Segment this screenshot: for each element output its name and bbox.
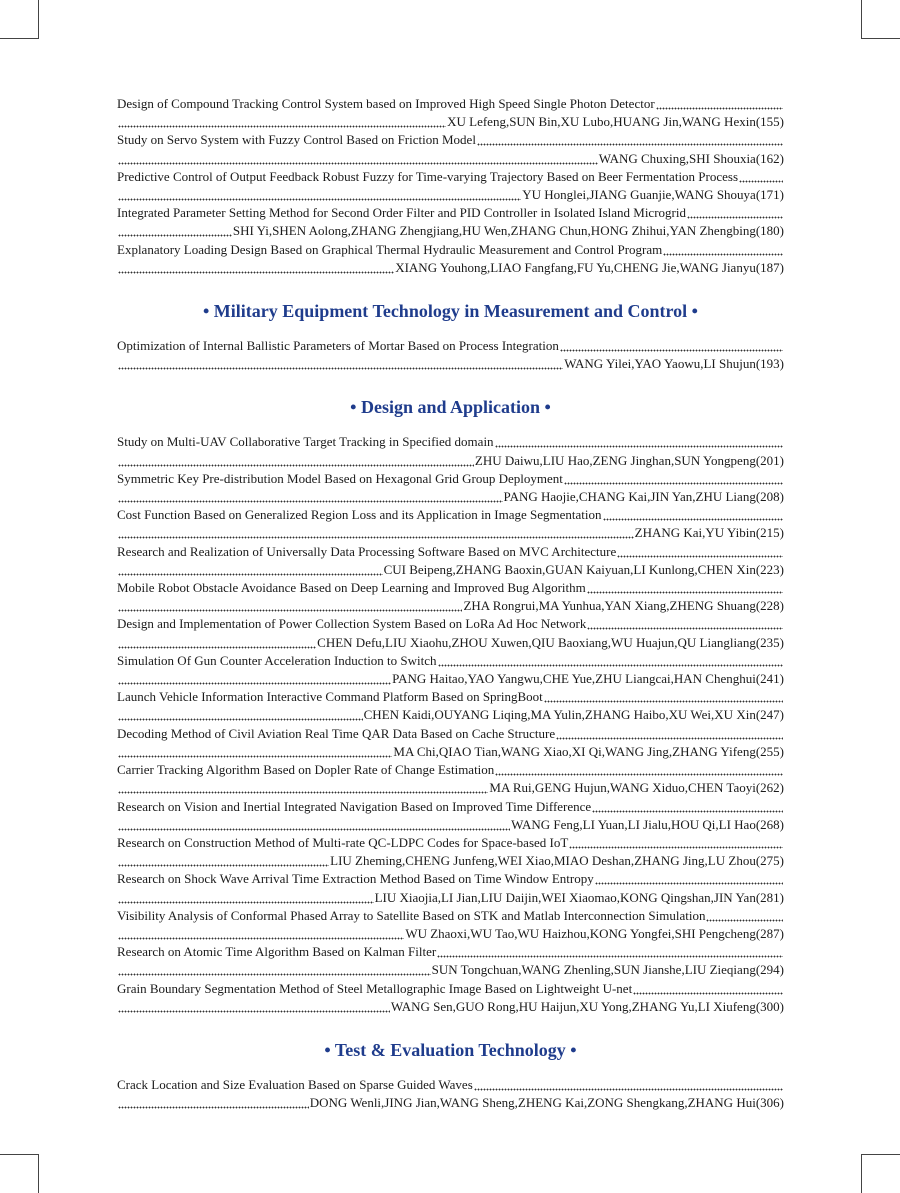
entry-authors: PANG Haitao,YAO Yangwu,CHE Yue,ZHU Liangcai,HAN Chenghui <box>392 671 756 687</box>
entry-title: Optimization of Internal Ballistic Parameters of Mortar Based on Process Integration <box>117 338 559 354</box>
leader-dots <box>603 506 783 524</box>
entry-title-line <box>117 470 784 488</box>
leader-dots <box>118 222 232 240</box>
entry-page-number: (162) <box>755 150 784 166</box>
entry-page-number: (241) <box>755 671 784 687</box>
entry-author-line <box>117 852 784 870</box>
entry-title-line <box>117 798 784 816</box>
leader-dots <box>118 597 462 615</box>
leader-dots <box>118 961 431 979</box>
leader-dots <box>564 470 783 488</box>
toc-entry[interactable] <box>117 433 784 469</box>
entry-author-line <box>117 889 784 907</box>
leader-dots <box>118 925 404 943</box>
leader-dots <box>656 95 783 113</box>
leader-dots <box>633 980 783 998</box>
toc-entry[interactable] <box>117 870 784 906</box>
toc-section <box>117 95 784 277</box>
crop-mark-top-left <box>0 0 39 39</box>
toc-section <box>117 299 784 373</box>
entry-authors: YU Honglei,JIANG Guanjie,WANG Shouya <box>522 187 756 203</box>
entry-title: Design of Compound Tracking Control System based on Improved High Speed Single Photon Detector <box>117 96 655 111</box>
toc-entry[interactable] <box>117 543 784 579</box>
leader-dots <box>474 1076 783 1094</box>
crop-mark-bottom-right <box>861 1154 900 1193</box>
section-heading: • Design and Application • <box>350 397 551 418</box>
entry-authors: ZHA Rongrui,MA Yunhua,YAN Xiang,ZHENG Shuang <box>463 598 756 614</box>
entry-author-line <box>117 524 784 542</box>
entry-author-line <box>117 779 784 797</box>
entry-title-line <box>117 980 784 998</box>
entry-title-line <box>117 1076 784 1094</box>
leader-dots <box>118 150 598 168</box>
entry-page-number: (171) <box>755 187 784 203</box>
entry-page-number: (287) <box>755 925 784 941</box>
leader-dots <box>118 355 563 373</box>
section-entries <box>117 1076 784 1112</box>
entry-title-line <box>117 725 784 743</box>
leader-dots <box>587 579 783 597</box>
entry-author-line <box>117 488 784 506</box>
leader-dots <box>663 241 783 259</box>
toc-entry[interactable] <box>117 761 784 797</box>
toc-entry[interactable] <box>117 470 784 506</box>
toc-entry[interactable] <box>117 506 784 542</box>
entry-title: Integrated Parameter Setting Method for Second Order Filter and PID Controller in Isolated Island Microgrid <box>117 205 686 221</box>
leader-dots <box>118 113 446 131</box>
section-entries <box>117 337 784 373</box>
entry-author-line <box>117 186 784 204</box>
entry-author-line <box>117 816 784 834</box>
entry-title-line <box>117 337 784 355</box>
entry-page-number: (228) <box>755 598 784 614</box>
entry-authors: PANG Haojie,CHANG Kai,JIN Yan,ZHU Liang <box>503 489 756 505</box>
toc-entry[interactable] <box>117 980 784 1016</box>
entry-author-line <box>117 670 784 688</box>
leader-dots <box>560 337 783 355</box>
entry-authors: ZHU Daiwu,LIU Hao,ZENG Jinghan,SUN Yongpeng <box>474 452 756 468</box>
entry-title-line <box>117 204 784 222</box>
entry-title-line <box>117 241 784 259</box>
entry-title: Research on Vision and Inertial Integrated Navigation Based on Improved Time Difference <box>117 798 592 814</box>
leader-dots <box>617 543 783 561</box>
toc-entry[interactable] <box>117 241 784 277</box>
entry-author-line <box>117 706 784 724</box>
crop-mark-bottom-left <box>0 1154 39 1193</box>
toc-entry[interactable] <box>117 337 784 373</box>
entry-title-line <box>117 131 784 149</box>
entry-authors: MA Rui,GENG Hujun,WANG Xiduo,CHEN Taoyi <box>489 780 756 796</box>
leader-dots <box>687 204 783 222</box>
leader-dots <box>595 870 783 888</box>
entry-authors: WU Zhaoxi,WU Tao,WU Haizhou,KONG Yongfei,SHI Pengcheng <box>405 925 756 941</box>
leader-dots <box>118 634 316 652</box>
entry-title: Research on Shock Wave Arrival Time Extraction Method Based on Time Window Entropy <box>117 871 594 887</box>
entry-title-line <box>117 615 784 633</box>
entry-author-line <box>117 113 784 131</box>
entry-title: Explanatory Loading Design Based on Graphical Thermal Hydraulic Measurement and Control Program <box>117 241 663 257</box>
entry-title-line <box>117 834 784 852</box>
entry-author-line <box>117 222 784 240</box>
entry-title: Carrier Tracking Algorithm Based on Dopler Rate of Change Estimation <box>117 762 495 778</box>
leader-dots <box>437 943 783 961</box>
entry-authors: LIU Zheming,CHENG Junfeng,WEI Xiao,MIAO Deshan,ZHANG Jing,LU Zhou <box>330 853 756 869</box>
leader-dots <box>118 706 363 724</box>
entry-authors: WANG Feng,LI Yuan,LI Jialu,HOU Qi,LI Hao <box>511 816 756 832</box>
entry-title: Decoding Method of Civil Aviation Real Time QAR Data Based on Cache Structure <box>117 725 556 741</box>
toc-entry[interactable] <box>117 95 784 131</box>
leader-dots <box>118 998 390 1016</box>
entry-title: Cost Function Based on Generalized Region Loss and its Application in Image Segmentation <box>117 507 602 523</box>
entry-page-number: (294) <box>755 962 784 978</box>
toc-entry[interactable] <box>117 579 784 615</box>
entry-authors: ZHANG Kai,YU Yibin <box>634 525 756 541</box>
entry-authors: XU Lefeng,SUN Bin,XU Lubo,HUANG Jin,WANG Hexin <box>447 114 756 130</box>
toc-entry[interactable] <box>117 615 784 651</box>
entry-title-line <box>117 907 784 925</box>
entry-page-number: (268) <box>755 816 784 832</box>
entry-page-number: (215) <box>755 525 784 541</box>
entry-page-number: (300) <box>755 998 784 1014</box>
entry-title: Mobile Robot Obstacle Avoidance Based on Deep Learning and Improved Bug Algorithm <box>117 580 586 596</box>
leader-dots <box>706 907 783 925</box>
entry-page-number: (262) <box>755 780 784 796</box>
leader-dots <box>118 889 374 907</box>
entry-title: Visibility Analysis of Conformal Phased Array to Satellite Based on STK and Matlab Interconnection Simulation <box>117 907 706 923</box>
leader-dots <box>739 168 783 186</box>
leader-dots <box>118 1094 309 1112</box>
leader-dots <box>438 652 783 670</box>
entry-author-line <box>117 743 784 761</box>
section-entries <box>117 433 784 1016</box>
entry-title: Grain Boundary Segmentation Method of Steel Metallographic Image Based on Lightweight U-net <box>117 980 633 996</box>
entry-authors: SUN Tongchuan,WANG Zhenling,SUN Jianshe,LIU Zieqiang <box>431 962 756 978</box>
entry-title: Launch Vehicle Information Interactive Command Platform Based on SpringBoot <box>117 689 543 705</box>
entry-authors: CUI Beipeng,ZHANG Baoxin,GUAN Kaiyuan,LI Kunlong,CHEN Xin <box>383 561 756 577</box>
entry-title-line <box>117 943 784 961</box>
entry-author-line <box>117 452 784 470</box>
entry-authors: CHEN Defu,LIU Xiaohu,ZHOU Xuwen,QIU Baoxiang,WU Huajun,QU Liangliang <box>317 634 756 650</box>
entry-page-number: (208) <box>755 489 784 505</box>
entry-title-line <box>117 652 784 670</box>
entry-title: Symmetric Key Pre-distribution Model Based on Hexagonal Grid Group Deployment <box>117 470 563 486</box>
toc-entry[interactable] <box>117 907 784 943</box>
entry-title: Study on Servo System with Fuzzy Control Based on Friction Model <box>117 132 476 148</box>
entry-authors: XIANG Youhong,LIAO Fangfang,FU Yu,CHENG Jie,WANG Jianyu <box>395 259 756 275</box>
entry-title-line <box>117 543 784 561</box>
toc-entry[interactable] <box>117 168 784 204</box>
leader-dots <box>569 834 783 852</box>
toc-entry[interactable] <box>117 688 784 724</box>
section-heading: • Military Equipment Technology in Measurement and Control • <box>203 301 698 322</box>
toc-section <box>117 1038 784 1112</box>
entry-title: Research on Atomic Time Algorithm Based on Kalman Filter <box>117 944 437 960</box>
entry-authors: WANG Chuxing,SHI Shouxia <box>598 150 756 166</box>
entry-author-line <box>117 561 784 579</box>
entry-page-number: (247) <box>755 707 784 723</box>
entry-author-line <box>117 1094 784 1112</box>
leader-dots <box>118 488 503 506</box>
leader-dots <box>118 561 383 579</box>
leader-dots <box>118 670 391 688</box>
leader-dots <box>495 433 783 451</box>
entry-page-number: (155) <box>755 114 784 130</box>
leader-dots <box>587 615 783 633</box>
entry-title: Research on Construction Method of Multi-rate QC-LDPC Codes for Space-based IoT <box>117 834 569 850</box>
entry-authors: LIU Xiaojia,LI Jian,LIU Daijin,WEI Xiaomao,KONG Qingshan,JIN Yan <box>374 889 756 905</box>
toc-entry[interactable] <box>117 943 784 979</box>
leader-dots <box>118 452 474 470</box>
entry-page-number: (281) <box>755 889 784 905</box>
entry-title-line <box>117 168 784 186</box>
entry-authors: WANG Sen,GUO Rong,HU Haijun,XU Yong,ZHANG Yu,LI Xiufeng <box>390 998 756 1014</box>
entry-author-line <box>117 634 784 652</box>
entry-author-line <box>117 998 784 1016</box>
leader-dots <box>118 524 634 542</box>
leader-dots <box>118 816 510 834</box>
entry-title-line <box>117 506 784 524</box>
leader-dots <box>118 259 394 277</box>
toc-entry[interactable] <box>117 834 784 870</box>
entry-authors: MA Chi,QIAO Tian,WANG Xiao,XI Qi,WANG Jing,ZHANG Yifeng <box>393 743 756 759</box>
leader-dots <box>477 131 783 149</box>
entry-title-line <box>117 579 784 597</box>
entry-page-number: (180) <box>755 223 784 239</box>
entry-page-number: (193) <box>755 356 784 372</box>
leader-dots <box>544 688 783 706</box>
entry-page-number: (306) <box>755 1095 784 1111</box>
leader-dots <box>118 852 329 870</box>
leader-dots <box>118 779 488 797</box>
toc-section <box>117 395 784 1016</box>
toc-entry[interactable] <box>117 725 784 761</box>
toc-entry[interactable] <box>117 798 784 834</box>
entry-title: Research and Realization of Universally Data Processing Software Based on MVC Architecture <box>117 543 617 559</box>
entry-page-number: (275) <box>755 853 784 869</box>
entry-title: Simulation Of Gun Counter Acceleration Induction to Switch <box>117 652 437 668</box>
entry-title: Predictive Control of Output Feedback Robust Fuzzy for Time-varying Trajectory Based on Beer Fermentation Process <box>117 168 739 184</box>
entry-authors: SHI Yi,SHEN Aolong,ZHANG Zhengjiang,HU Wen,ZHANG Chun,HONG Zhihui,YAN Zhengbing <box>232 223 756 239</box>
entry-title: Study on Multi-UAV Collaborative Target Tracking in Specified domain <box>117 434 494 450</box>
leader-dots <box>118 186 521 204</box>
entry-author-line <box>117 925 784 943</box>
entry-author-line <box>117 355 784 373</box>
entry-author-line <box>117 150 784 168</box>
table-of-contents <box>117 95 784 1112</box>
section-entries <box>117 95 784 277</box>
toc-entry[interactable] <box>117 204 784 240</box>
entry-title-line <box>117 870 784 888</box>
entry-author-line <box>117 597 784 615</box>
crop-mark-top-right <box>861 0 900 39</box>
entry-title-line <box>117 433 784 451</box>
entry-title-line <box>117 95 784 113</box>
entry-page-number: (223) <box>755 561 784 577</box>
leader-dots <box>118 743 392 761</box>
entry-page-number: (255) <box>755 743 784 759</box>
section-heading: • Test & Evaluation Technology • <box>324 1039 577 1060</box>
toc-entry[interactable] <box>117 131 784 167</box>
leader-dots <box>592 798 783 816</box>
toc-entry[interactable] <box>117 652 784 688</box>
entry-authors: WANG Yilei,YAO Yaowu,LI Shujun <box>564 356 756 372</box>
entry-author-line <box>117 961 784 979</box>
entry-page-number: (187) <box>755 259 784 275</box>
toc-entry[interactable] <box>117 1076 784 1112</box>
entry-title: Crack Location and Size Evaluation Based on Sparse Guided Waves <box>117 1076 473 1092</box>
entry-page-number: (201) <box>755 452 784 468</box>
entry-page-number: (235) <box>755 634 784 650</box>
entry-author-line <box>117 259 784 277</box>
entry-title: Design and Implementation of Power Collection System Based on LoRa Ad Hoc Network <box>117 616 587 632</box>
entry-authors: DONG Wenli,JING Jian,WANG Sheng,ZHENG Kai,ZONG Shengkang,ZHANG Hui <box>309 1095 756 1111</box>
entry-authors: CHEN Kaidi,OUYANG Liqing,MA Yulin,ZHANG Haibo,XU Wei,XU Xin <box>363 707 756 723</box>
entry-title-line <box>117 688 784 706</box>
leader-dots <box>495 761 783 779</box>
entry-title-line <box>117 761 784 779</box>
leader-dots <box>556 725 783 743</box>
